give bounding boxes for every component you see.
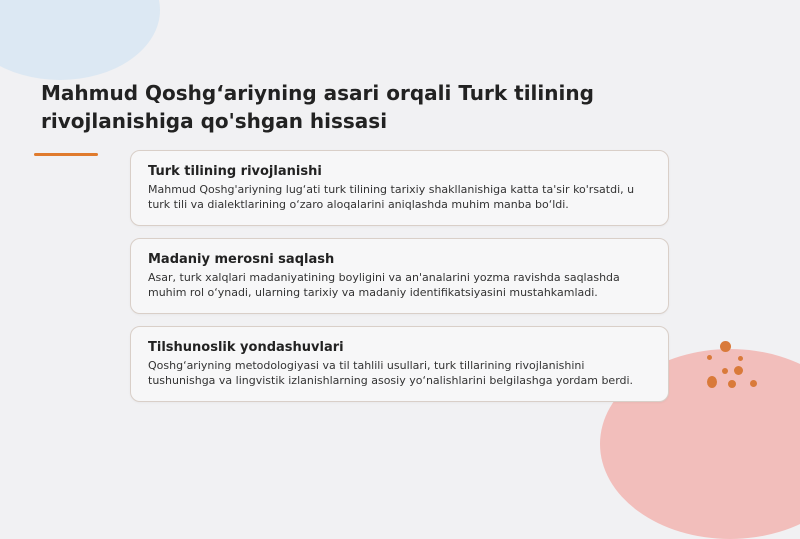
title-accent-line [34, 153, 98, 156]
decorative-dot [750, 380, 757, 387]
decorative-dot [707, 376, 717, 388]
decorative-dot [734, 366, 743, 375]
info-card-madaniy-meros [130, 238, 669, 314]
decorative-blob-top-left [0, 0, 160, 80]
decorative-dot [722, 368, 728, 374]
info-card-turk-tili [130, 150, 669, 226]
card-text: Qoshg‘ariyning metodologiyasi va til tahlili usullari, turk tillarining rivojlanishini tushunishga va lingvistik izlanishlarning asosiy yo‘nalishlarini belgilashga yordam berdi. [148, 359, 634, 387]
decorative-dot [707, 355, 712, 360]
card-title: Madaniy merosni saqlash [148, 252, 335, 267]
decorative-dot [720, 341, 731, 352]
decorative-dot [728, 380, 736, 388]
card-list [130, 150, 669, 414]
page-title: Mahmud Qoshg‘ariyning asari orqali Turk tilining rivojlanishiga qo'shgan hissasi [41, 81, 594, 133]
card-text: Asar, turk xalqlari madaniyatining boyligini va an'analarini yozma ravishda saqlashda muhim rol o‘ynadi, ularning tarixiy va madaniy identifikatsiyasini mustahkamladi. [148, 271, 620, 299]
info-card-tilshunoslik [130, 326, 669, 402]
card-title: Turk tilining rivojlanishi [148, 164, 322, 179]
card-title: Tilshunoslik yondashuvlari [148, 340, 344, 355]
card-text: Mahmud Qoshg'ariyning lug‘ati turk tilining tarixiy shakllanishiga katta ta'sir ko'rsatdi, u turk tili va dialektlarining o‘zaro aloqalarini aniqlashda muhim manba bo‘ldi. [148, 183, 635, 211]
decorative-dot [738, 356, 743, 361]
